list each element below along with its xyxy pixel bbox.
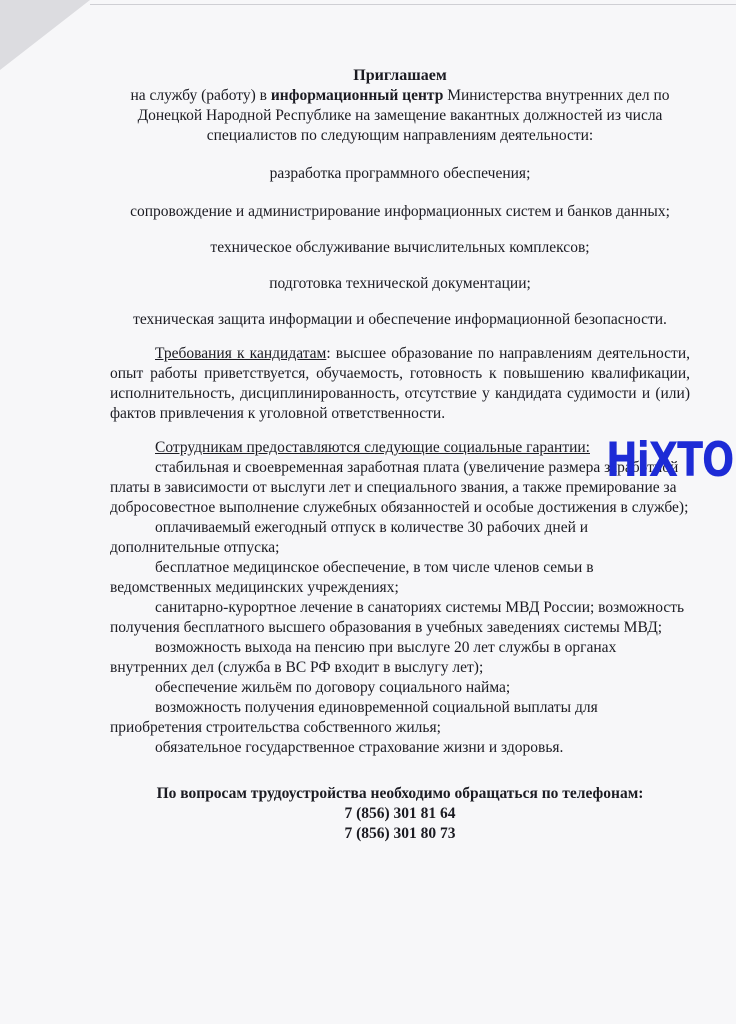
direction-item: техническое обслуживание вычислительных комплексов; bbox=[210, 239, 590, 256]
requirements-text: : высшее образование по направлениям деятельности, опыт работы приветствуется, обучаемость, готовность к повышению квалификации, исполнительность, дисциплинированность, отсутствие у кандидата судимости и (или) фактов привлечения к уголовной ответственности. bbox=[110, 345, 690, 422]
guarantees-list bbox=[110, 438, 690, 758]
direction-item: сопровождение и администрирование информационных систем и банков данных; bbox=[130, 203, 670, 220]
intro-after: Министерства внутренних дел по Донецкой Народной Республике на замещение вакантных должностей из числа специалистов по следующим направлениям деятельности: bbox=[137, 87, 670, 144]
direction-item: техническая защита информации и обеспечение информационной безопасности. bbox=[133, 311, 667, 328]
guarantee-item: возможность получения единовременной социальной выплаты для приобретения строительства собственного жилья; bbox=[110, 699, 598, 736]
document-title: Приглашаем bbox=[353, 67, 447, 84]
page-edge bbox=[90, 4, 736, 5]
guarantee-item: обеспечение жильём по договору социального найма; bbox=[155, 679, 511, 696]
direction-item: подготовка технической документации; bbox=[269, 275, 531, 292]
watermark-logo: HiXTO bbox=[606, 432, 734, 487]
document-body bbox=[110, 66, 690, 844]
intro-before: на службу (работу) в bbox=[130, 87, 271, 104]
page-fold bbox=[0, 0, 90, 70]
requirements-label: Требования к кандидатам bbox=[155, 345, 327, 362]
guarantee-item: обязательное государственное страхование жизни и здоровья. bbox=[155, 739, 564, 756]
guarantee-item: стабильная и своевременная заработная плата (увеличение размера заработной платы в зависимости от выслуги лет и специального звания, а также премирование за добросовестное выполнение служебных обязанностей и особые достижения в службе); bbox=[110, 459, 689, 516]
guarantee-item: бесплатное медицинское обеспечение, в том числе членов семьи в ведомственных медицинских учреждениях; bbox=[110, 559, 594, 596]
intro-paragraph bbox=[110, 86, 690, 146]
guarantees-label: Сотрудникам предоставляются следующие социальные гарантии: bbox=[155, 439, 590, 456]
requirements-paragraph bbox=[110, 344, 690, 424]
phone-number: 7 (856) 301 81 64 bbox=[344, 805, 456, 822]
phone-number: 7 (856) 301 80 73 bbox=[344, 825, 456, 842]
guarantee-item: оплачиваемый ежегодный отпуск в количестве 30 рабочих дней и дополнительные отпуска; bbox=[110, 519, 589, 556]
contact-text: По вопросам трудоустройства необходимо обращаться по телефонам: bbox=[156, 785, 644, 802]
guarantee-item: санитарно-курортное лечение в санаториях системы МВД России; возможность получения бесплатного высшего образования в учебных заведениях системы МВД; bbox=[110, 599, 685, 636]
direction-item: разработка программного обеспечения; bbox=[269, 165, 531, 182]
intro-bold: информационный центр bbox=[270, 87, 444, 104]
guarantee-item: возможность выхода на пенсию при выслуге 20 лет службы в органах внутренних дел (служба в ВС РФ входит в выслугу лет); bbox=[110, 639, 617, 676]
